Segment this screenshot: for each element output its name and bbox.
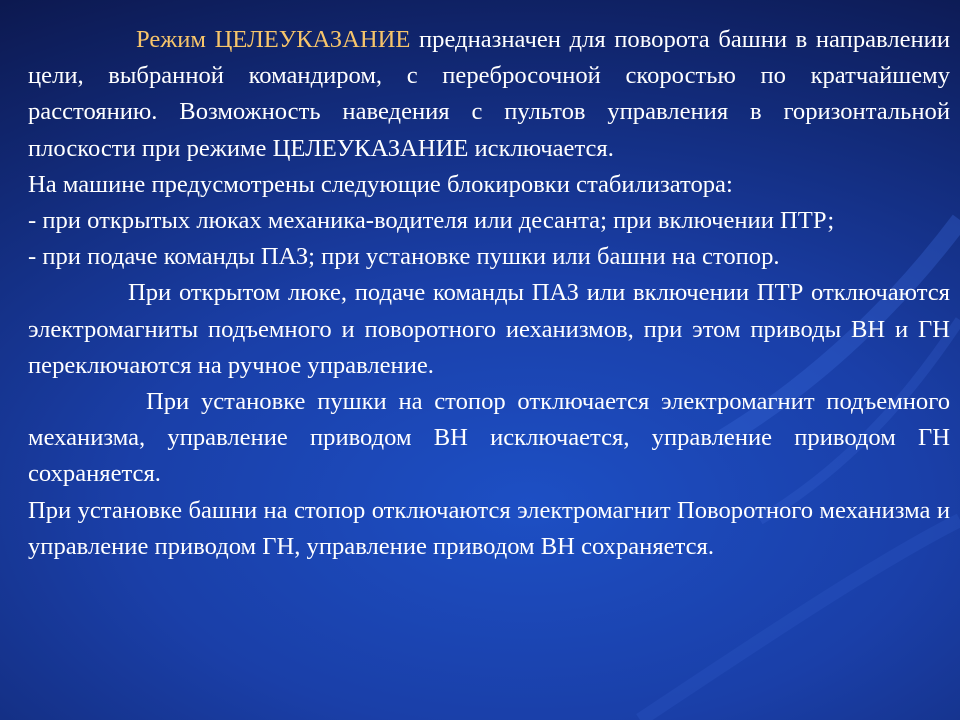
paragraph-gun-lock: При установке пушки на стопор отключается электромагнит подъемного механизма, управление приводом ВН исключается, управление приводом ГН сохраняется. (28, 388, 950, 488)
paragraph-turret-lock: При установке башни на стопор отключаются электромагнит Поворотного механизма и управление приводом ГН, управление приводом ВН сохраняется. (28, 496, 950, 560)
paragraph-target-designation-text: предназначен для поворота башни в направлении цели, выбранной командиром, с перебросочной скоростью по кратчайшему расстоянию. Возможность наведения с пультов управления в горизонтальной плоскости при режиме ЦЕЛЕУКАЗАНИЕ исключается. (28, 26, 950, 162)
paragraph-open-hatch: При открытом люке, подаче команды ПАЗ или включении ПТР отключаются электромагниты подъемного и поворотного иеханизмов, при этом приводы ВН и ГН переключаются на ручное управление. (28, 279, 950, 379)
list-item-hatches: - при открытых люках механика-водителя или десанта; при включении ПТР; (28, 207, 835, 235)
mode-name-highlight: Режим ЦЕЛЕУКАЗАНИЕ (136, 26, 411, 53)
slide-text-body (28, 22, 950, 565)
list-item-paz-command: - при подаче команды ПАЗ; при установке пушки или башни на стопор. (28, 243, 780, 271)
paragraph-target-designation (28, 22, 950, 167)
paragraph-blocking-intro: На машине предусмотрены следующие блокировки стабилизатора: (28, 170, 733, 198)
